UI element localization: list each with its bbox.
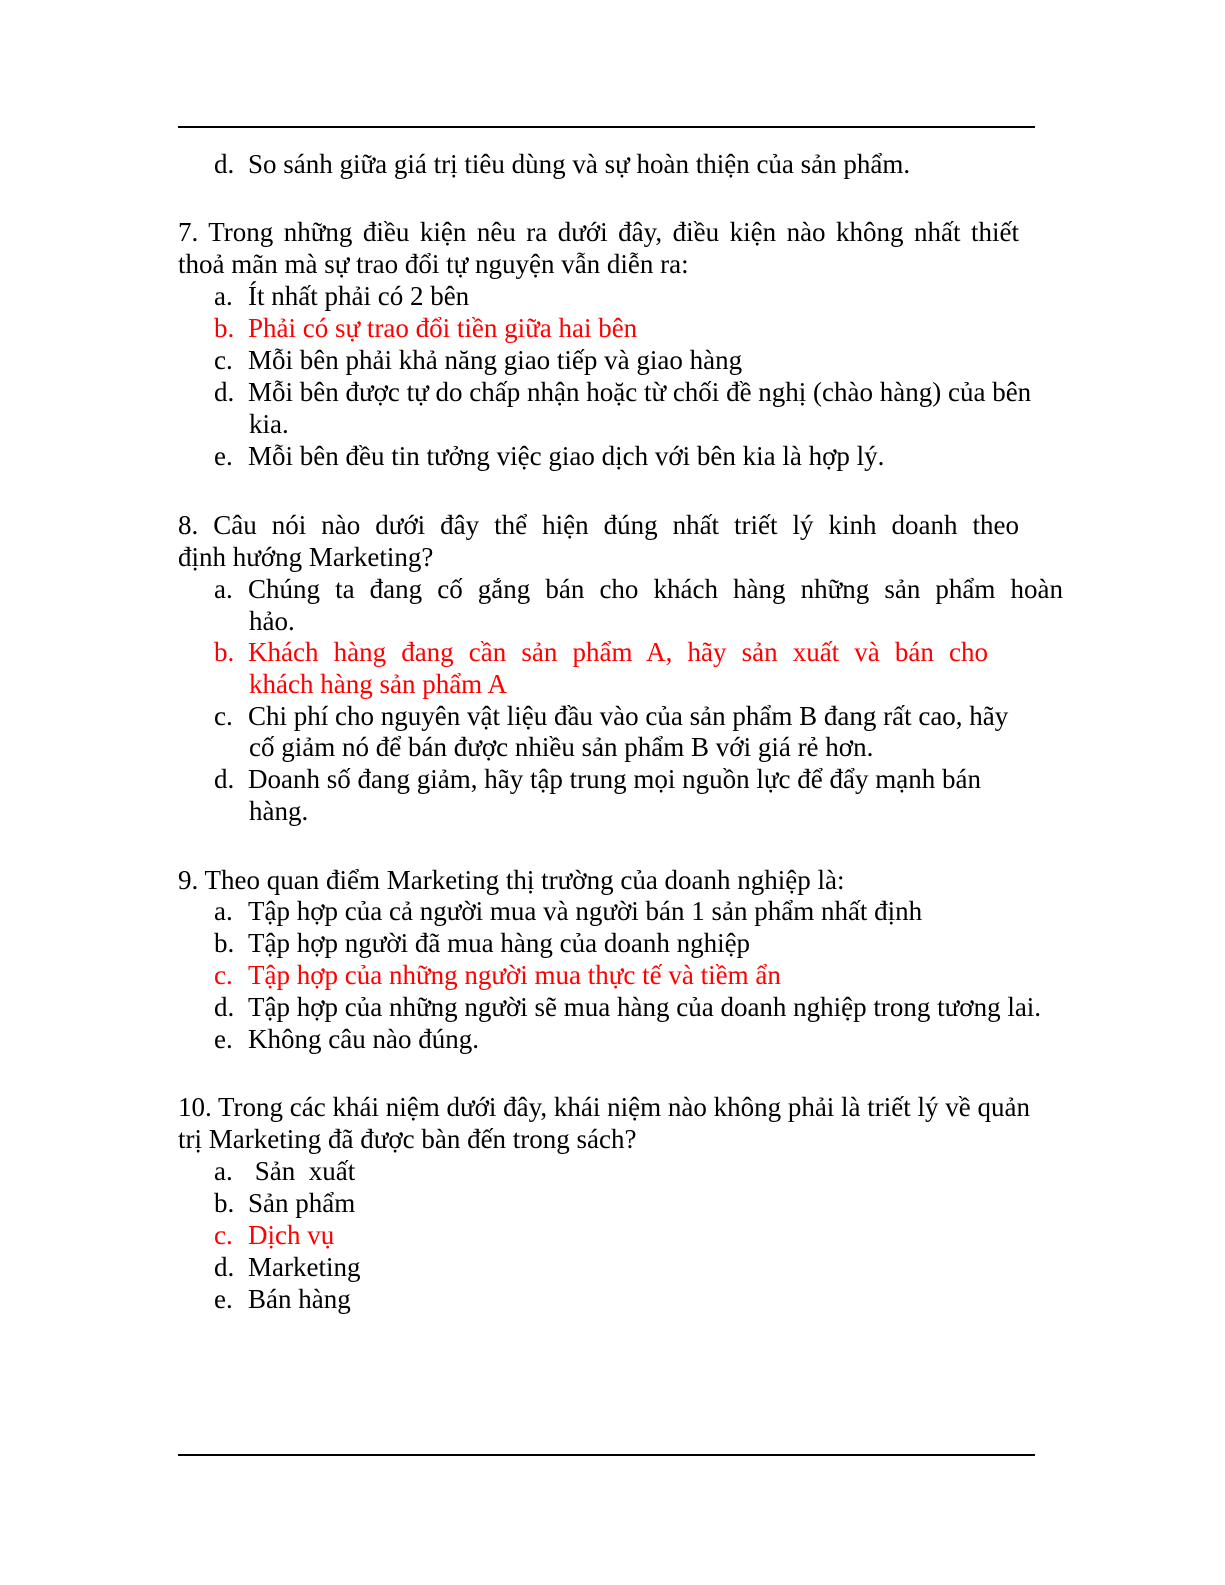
q9-option-e: e. Không câu nào đúng. — [214, 1024, 479, 1054]
q7-option-b-correct: b. Phải có sự trao đổi tiền giữa hai bên — [214, 313, 638, 343]
q9-stem-line1: 9. Theo quan điểm Marketing thị trường của doanh nghiệp là: — [178, 865, 845, 895]
q7-option-a: a. Ít nhất phải có 2 bên — [214, 281, 470, 311]
q8-option-a-cont: hảo. — [249, 606, 295, 636]
q7-option-d: d. Mỗi bên được tự do chấp nhận hoặc từ chối đề nghị (chào hàng) của bên — [214, 377, 1032, 407]
q8-option-b-cont: khách hàng sản phẩm A — [249, 669, 507, 699]
q8-option-d-cont: hàng. — [249, 796, 309, 826]
q8-stem-line1: 8. Câu nói nào dưới đây thể hiện đúng nhất triết lý kinh doanh theo — [178, 510, 1019, 540]
q8-option-a: a. Chúng ta đang cố gắng bán cho khách hàng những sản phẩm hoàn — [214, 574, 1063, 604]
q10-option-d: d. Marketing — [214, 1252, 361, 1282]
q10-option-e: e. Bán hàng — [214, 1284, 351, 1314]
q8-option-c-cont: cố giảm nó để bán được nhiều sản phẩm B với giá rẻ hơn. — [249, 732, 874, 762]
header-rule — [178, 126, 1035, 128]
q9-option-a: a. Tập hợp của cả người mua và người bán 1 sản phẩm nhất định — [214, 896, 923, 926]
q7-option-d-cont: kia. — [249, 409, 289, 439]
q10-option-a: a. Sản xuất — [214, 1156, 356, 1186]
q9-option-d: d. Tập hợp của những người sẽ mua hàng của doanh nghiệp trong tương lai. — [214, 992, 1042, 1022]
q10-stem-line1: 10. Trong các khái niệm dưới đây, khái niệm nào không phải là triết lý về quản — [178, 1092, 1030, 1122]
q10-option-c-correct: c. Dịch vụ — [214, 1220, 335, 1250]
q8-option-c: c. Chi phí cho nguyên vật liệu đầu vào của sản phẩm B đang rất cao, hãy — [214, 701, 1009, 731]
q7-stem-line2: thoả mãn mà sự trao đổi tự nguyện vẫn diễn ra: — [178, 249, 689, 279]
q7-option-c: c. Mỗi bên phải khả năng giao tiếp và giao hàng — [214, 345, 743, 375]
prev-option-d: d. So sánh giữa giá trị tiêu dùng và sự hoàn thiện của sản phẩm. — [214, 149, 911, 179]
q10-stem-line2: trị Marketing đã được bàn đến trong sách? — [178, 1124, 637, 1154]
q9-option-b: b. Tập hợp người đã mua hàng của doanh nghiệp — [214, 928, 751, 958]
footer-rule — [178, 1454, 1035, 1456]
q10-option-b: b. Sản phẩm — [214, 1188, 356, 1218]
q7-option-e: e. Mỗi bên đều tin tưởng việc giao dịch với bên kia là hợp lý. — [214, 441, 885, 471]
q7-stem-line1: 7. Trong những điều kiện nêu ra dưới đây, điều kiện nào không nhất thiết — [178, 217, 1019, 247]
q8-stem-line2: định hướng Marketing? — [178, 542, 434, 572]
q8-option-d: d. Doanh số đang giảm, hãy tập trung mọi nguồn lực để đẩy mạnh bán — [214, 764, 981, 794]
q8-option-b-correct: b. Khách hàng đang cần sản phẩm A, hãy sản xuất và bán cho — [214, 637, 988, 667]
q9-option-c-correct: c. Tập hợp của những người mua thực tế và tiềm ẩn — [214, 960, 781, 990]
